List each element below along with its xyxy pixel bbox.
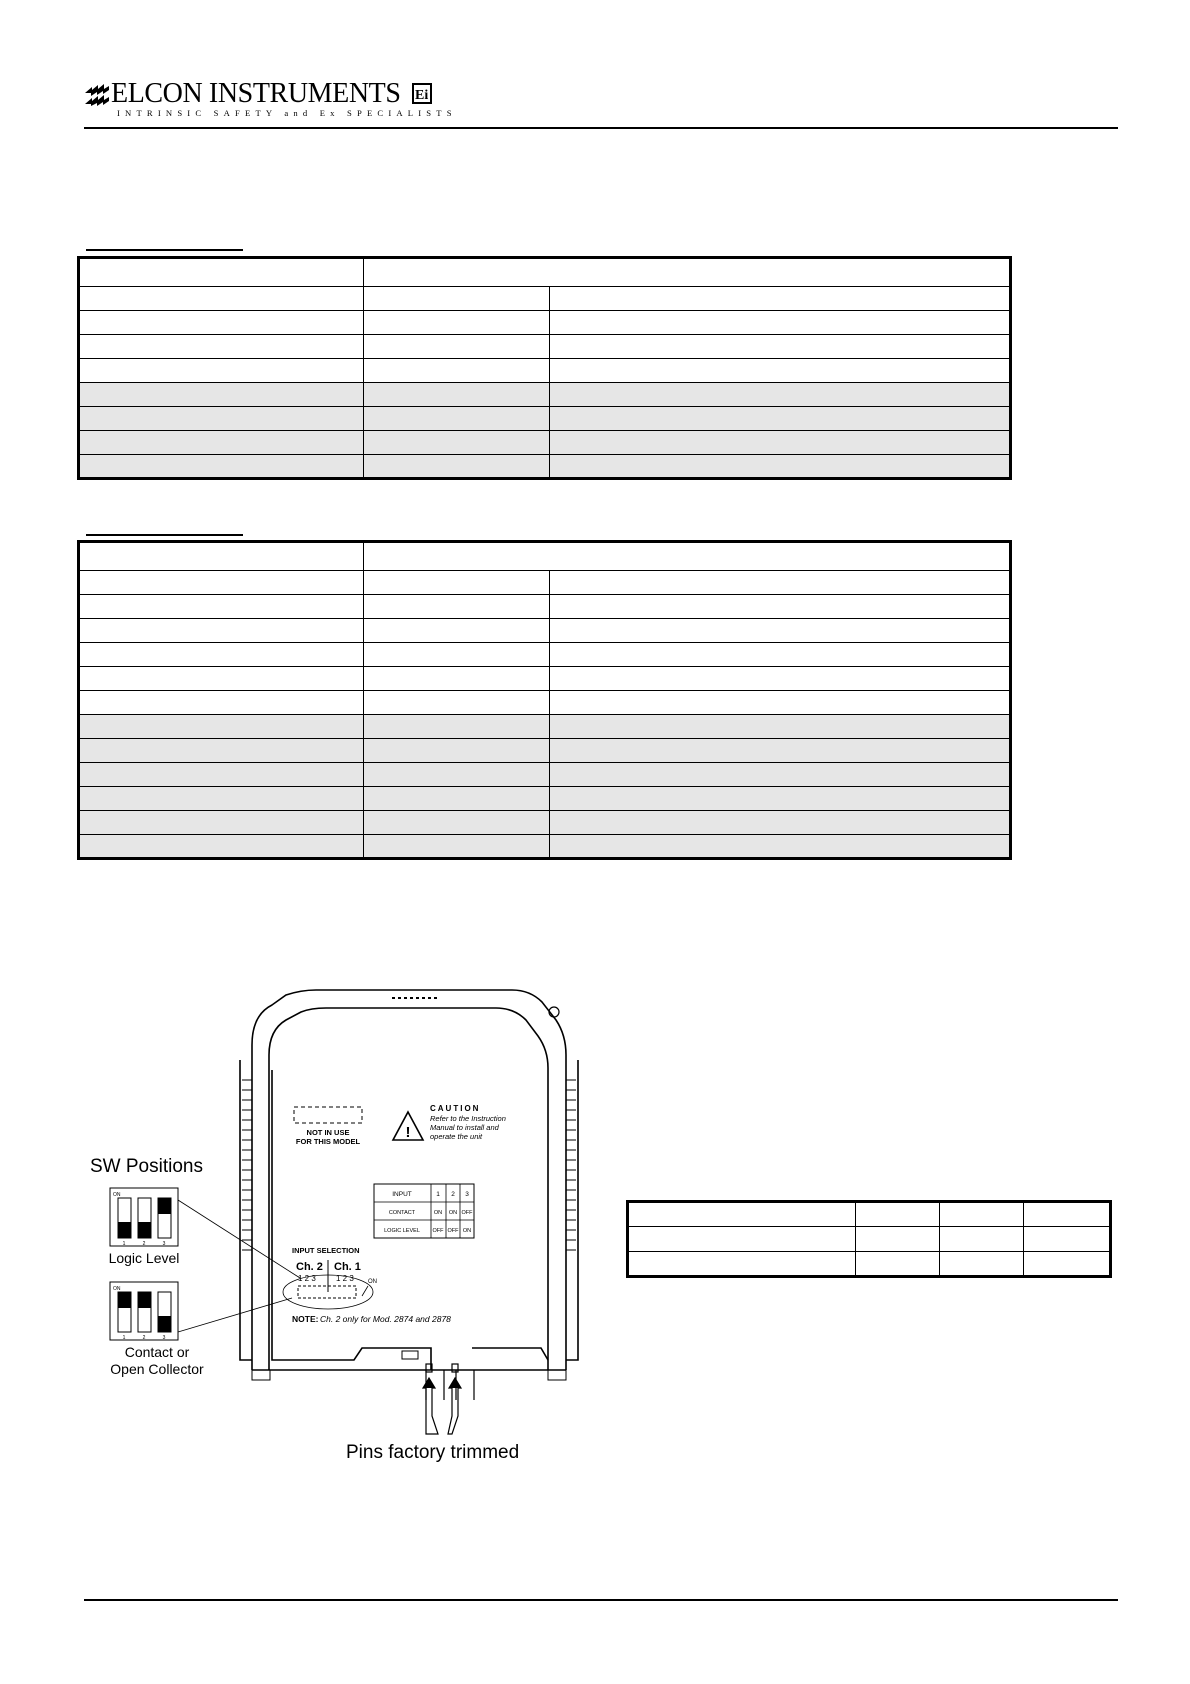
leader-line-logic: [178, 1200, 300, 1278]
label-table-header-3: 3: [465, 1191, 469, 1198]
sw-positions-title: SW Positions: [90, 1156, 203, 1177]
table-row: [79, 407, 1011, 431]
ch2-switch-numbers: 1 2 3: [298, 1274, 316, 1283]
label-table-contact: CONTACT: [388, 1210, 416, 1216]
not-in-use-box: [294, 1107, 362, 1123]
table-cell: [550, 335, 1011, 359]
note-prefix: NOTE:: [292, 1314, 319, 1324]
table-cell: [79, 787, 364, 811]
table-cell: [550, 431, 1011, 455]
caution-line-1: Refer to the Instruction: [430, 1114, 506, 1123]
on-arrow: [362, 1286, 368, 1296]
pins-factory-trimmed-label: Pins factory trimmed: [346, 1442, 520, 1463]
table-row: [79, 835, 1011, 859]
foot-right: [548, 1370, 566, 1380]
section-2-heading-rule: [86, 534, 243, 536]
page-header: [84, 80, 1118, 128]
label-table-logic-1: OFF: [432, 1228, 444, 1234]
table-cell: [550, 383, 1011, 407]
table-cell: [550, 835, 1011, 859]
table-cell: [79, 619, 364, 643]
brand-badge: [412, 83, 432, 104]
table-cell: [364, 595, 550, 619]
dip-number: 1: [122, 1241, 126, 1247]
table-cell: [550, 287, 1011, 311]
table-cell: [364, 258, 1011, 287]
table-cell: [550, 619, 1011, 643]
label-table-contact-1: ON: [433, 1210, 443, 1216]
dip-number: 3: [162, 1241, 166, 1247]
table-row: [79, 763, 1011, 787]
leader-line-contact: [178, 1298, 292, 1332]
badge-text: Ei: [415, 88, 429, 102]
on-label: ON: [368, 1279, 377, 1285]
ch2-label: Ch. 2: [296, 1261, 323, 1273]
ch1-label: Ch. 1: [334, 1261, 361, 1273]
spec-table-2: [77, 540, 1012, 860]
label-table-contact-3: OFF: [461, 1210, 473, 1216]
note-text: Ch. 2 only for Mod. 2874 and 2878: [320, 1314, 451, 1324]
ei-badge-icon: [414, 85, 430, 102]
table-row: [79, 431, 1011, 455]
pin-arrows: [423, 1378, 461, 1434]
table-cell: [364, 311, 550, 335]
label-table-logic: LOGIC LEVEL: [384, 1228, 420, 1234]
housing-outline: [240, 990, 578, 1370]
footer-divider: [84, 1599, 1118, 1601]
dip-number: 3: [162, 1335, 166, 1341]
table-cell: [79, 455, 364, 479]
caution-title: CAUTION: [430, 1104, 481, 1113]
table-cell: [550, 691, 1011, 715]
elcon-logo-icon: [84, 84, 110, 106]
table-cell: [364, 691, 550, 715]
table-cell: [550, 455, 1011, 479]
table-row: [628, 1252, 1111, 1277]
dip-switch-contact: [110, 1282, 178, 1341]
input-selection-label: INPUT SELECTION: [292, 1246, 360, 1255]
table-cell: [364, 739, 550, 763]
table-cell: [550, 359, 1011, 383]
brand-name: ELCON INSTRUMENTS: [111, 78, 401, 109]
table-cell: [364, 455, 550, 479]
dip-number: 1: [122, 1335, 126, 1341]
table-cell: [79, 715, 364, 739]
caution-line-2: Manual to install and: [430, 1123, 499, 1132]
switch-slot: [298, 1286, 356, 1298]
table-cell: [940, 1252, 1024, 1277]
foot-left: [252, 1370, 270, 1380]
dip-number: 2: [142, 1241, 146, 1247]
contact-label-line2: Open Collector: [110, 1361, 204, 1377]
table-row: [79, 542, 1011, 571]
table-cell: [79, 763, 364, 787]
table-row: [79, 383, 1011, 407]
caution-line-3: operate the unit: [430, 1132, 483, 1141]
table-cell: [628, 1252, 856, 1277]
table-cell: [550, 571, 1011, 595]
table-cell: [79, 571, 364, 595]
table-cell: [79, 407, 364, 431]
dip-number: 2: [142, 1335, 146, 1341]
table-row: [79, 287, 1011, 311]
table-cell: [364, 407, 550, 431]
table-row: [79, 787, 1011, 811]
table-cell: [364, 383, 550, 407]
section-1-heading-rule: [86, 249, 243, 251]
header-divider: [84, 127, 1118, 129]
table-row: [79, 811, 1011, 835]
table-cell: [79, 542, 364, 571]
table-cell: [79, 359, 364, 383]
table-cell: [79, 739, 364, 763]
table-row: [79, 715, 1011, 739]
table-cell: [79, 431, 364, 455]
table-cell: [550, 715, 1011, 739]
table-cell: [79, 691, 364, 715]
table-cell: [550, 787, 1011, 811]
table-cell: [1024, 1227, 1111, 1252]
table-cell: [79, 311, 364, 335]
table-cell: [364, 542, 1011, 571]
table-cell: [940, 1227, 1024, 1252]
table-row: [79, 595, 1011, 619]
table-cell: [1024, 1202, 1111, 1227]
dip-on-label: ON: [113, 1192, 121, 1198]
table-cell: [79, 258, 364, 287]
spec-table-1: [77, 256, 1012, 480]
table-cell: [550, 595, 1011, 619]
contact-label-line1: Contact or: [124, 1344, 190, 1360]
table-cell: [856, 1252, 940, 1277]
table-row: [628, 1227, 1111, 1252]
table-row: [628, 1202, 1111, 1227]
table-cell: [79, 667, 364, 691]
spec-table-3: [626, 1200, 1112, 1278]
table-cell: [628, 1227, 856, 1252]
table-row: [79, 619, 1011, 643]
table-row: [79, 571, 1011, 595]
table-cell: [79, 835, 364, 859]
table-cell: [856, 1227, 940, 1252]
label-table-logic-2: OFF: [447, 1228, 459, 1234]
not-in-use-line1: NOT IN USE: [306, 1128, 350, 1137]
table-cell: [550, 407, 1011, 431]
table-cell: [364, 835, 550, 859]
table-row: [79, 643, 1011, 667]
table-cell: [856, 1202, 940, 1227]
table-row: [79, 258, 1011, 287]
table-cell: [364, 667, 550, 691]
device-illustration: [86, 960, 606, 1470]
table-cell: [550, 739, 1011, 763]
brand-tagline: INTRINSIC SAFETY and Ex SPECIALISTS: [117, 108, 457, 118]
table-cell: [550, 763, 1011, 787]
logic-level-label: Logic Level: [108, 1250, 180, 1266]
label-table-header-2: 2: [451, 1191, 455, 1198]
table-cell: [364, 811, 550, 835]
table-cell: [628, 1202, 856, 1227]
table-cell: [364, 431, 550, 455]
table-row: [79, 359, 1011, 383]
label-table-contact-2: ON: [448, 1210, 458, 1216]
table-row: [79, 667, 1011, 691]
center-tab: [402, 1351, 418, 1359]
table-cell: [364, 715, 550, 739]
dip-on-label: ON: [113, 1286, 121, 1292]
not-in-use-line2: FOR THIS MODEL: [295, 1137, 361, 1146]
table-cell: [364, 643, 550, 667]
table-cell: [79, 643, 364, 667]
table-cell: [79, 595, 364, 619]
label-table-logic-3: ON: [462, 1228, 472, 1234]
dip-switch-logic-level: [110, 1188, 178, 1247]
table-cell: [550, 643, 1011, 667]
table-cell: [364, 763, 550, 787]
table-cell: [79, 811, 364, 835]
table-row: [79, 739, 1011, 763]
input-label-table: [374, 1184, 474, 1238]
table-row: [79, 311, 1011, 335]
side-ribs: [242, 1080, 576, 1250]
table-cell: [79, 335, 364, 359]
table-cell: [364, 787, 550, 811]
table-cell: [364, 619, 550, 643]
table-cell: [364, 359, 550, 383]
ch1-switch-numbers: 1 2 3: [336, 1274, 354, 1283]
label-table-header-input: INPUT: [392, 1191, 412, 1198]
table-cell: [79, 287, 364, 311]
table-cell: [79, 383, 364, 407]
table-row: [79, 691, 1011, 715]
table-cell: [550, 667, 1011, 691]
table-cell: [364, 571, 550, 595]
warning-icon-mark: !: [405, 1124, 411, 1141]
label-table-header-1: 1: [436, 1191, 440, 1198]
table-cell: [364, 335, 550, 359]
table-cell: [550, 311, 1011, 335]
table-cell: [364, 287, 550, 311]
table-cell: [1024, 1252, 1111, 1277]
table-row: [79, 335, 1011, 359]
table-cell: [940, 1202, 1024, 1227]
table-row: [79, 455, 1011, 479]
table-cell: [550, 811, 1011, 835]
